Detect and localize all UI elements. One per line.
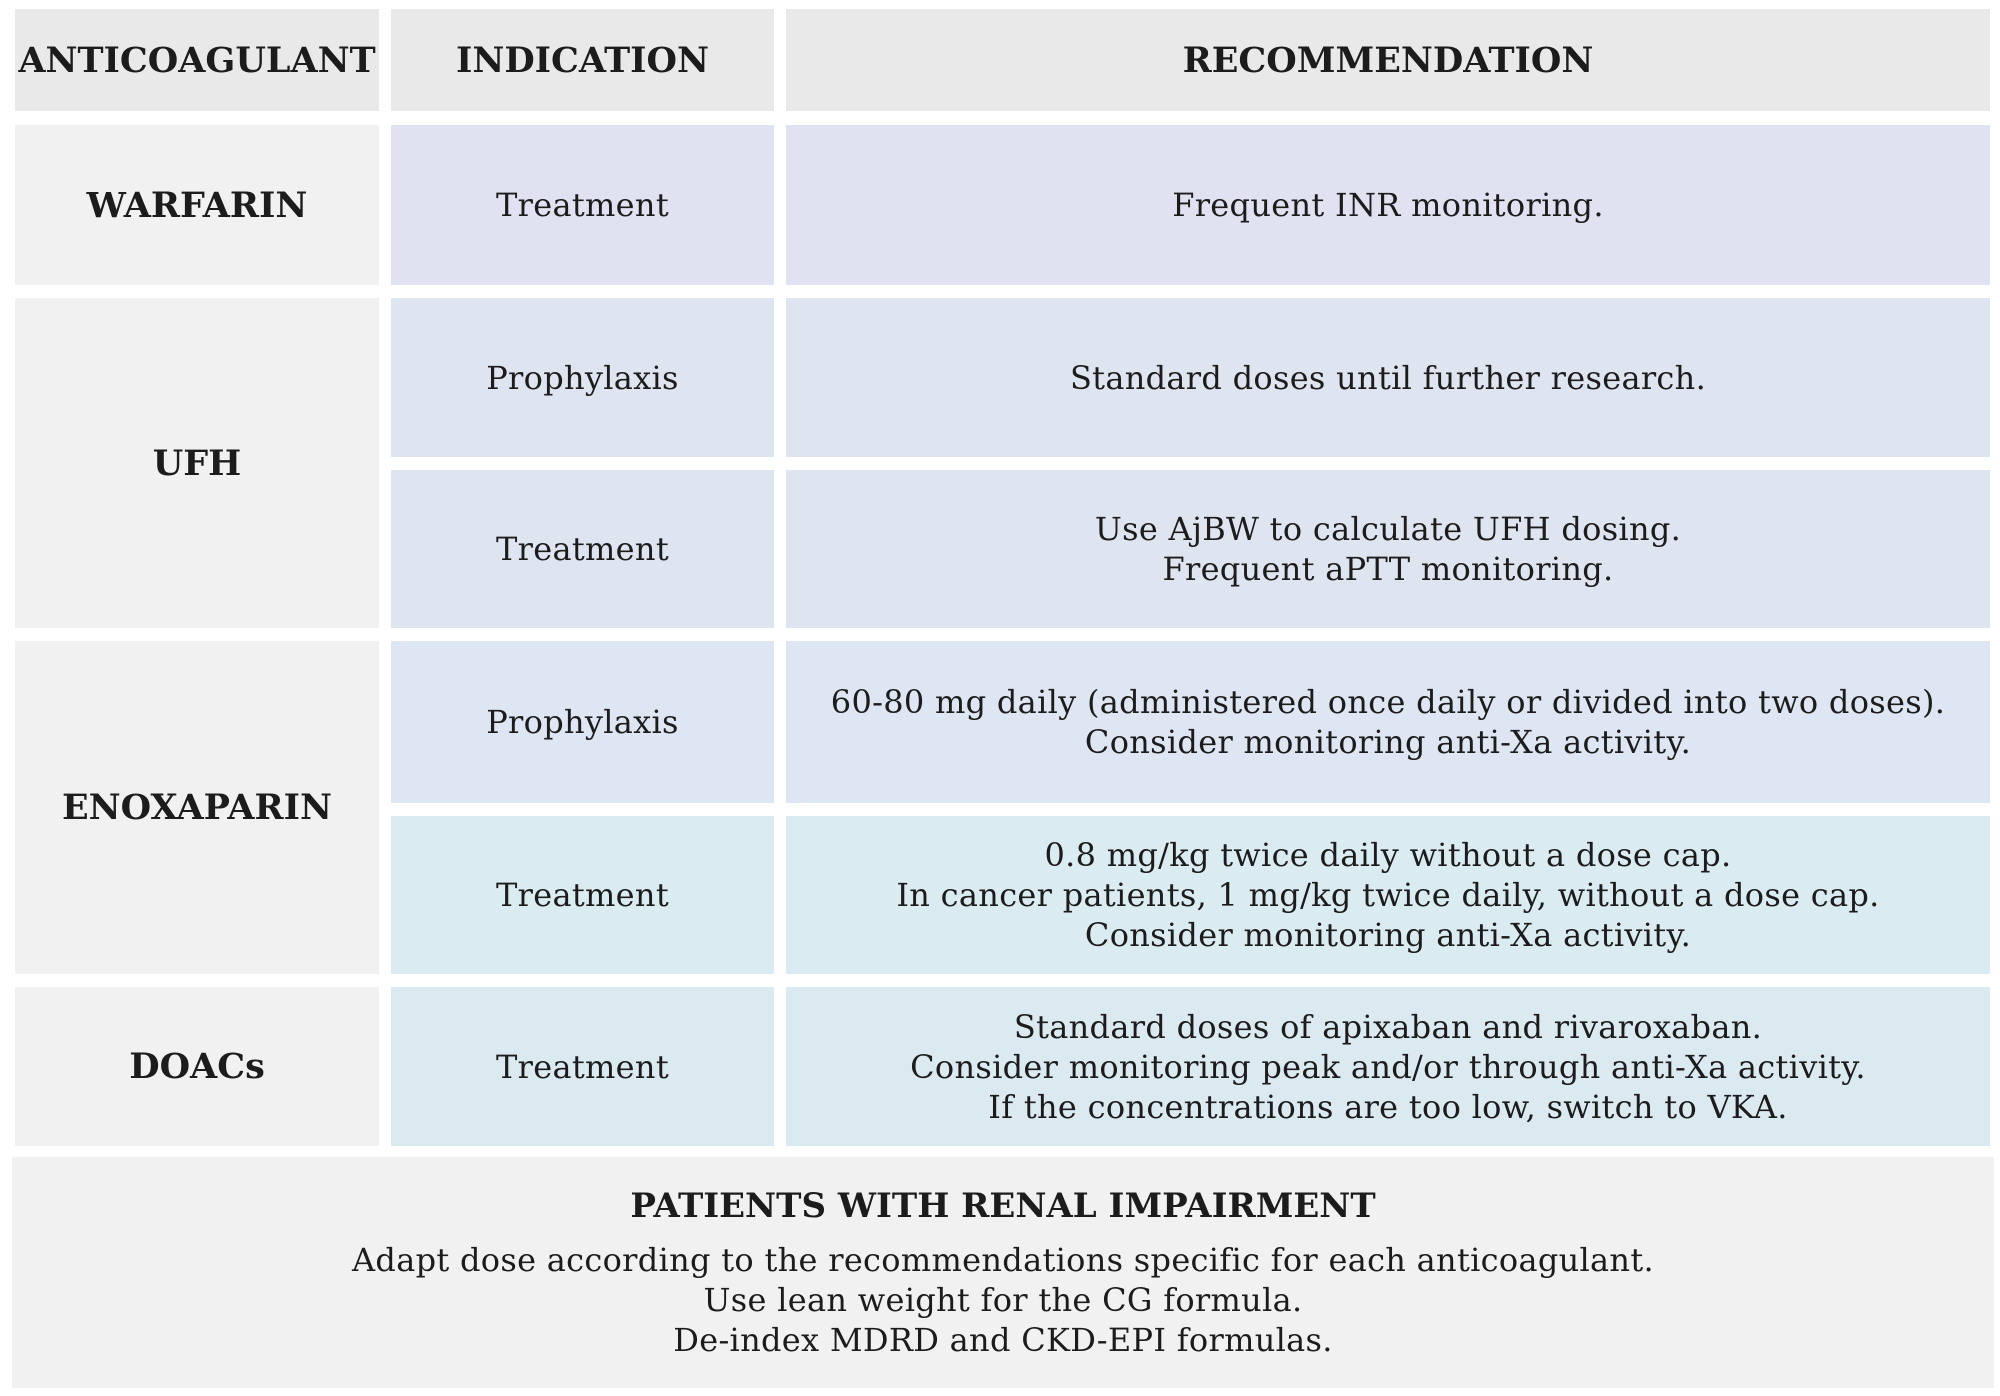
recommendation-cell	[786, 470, 1990, 628]
recommendation-line: If the concentrations are too low, switch to VKA.	[988, 1087, 1788, 1126]
recommendation-line: 0.8 mg/kg twice daily without a dose cap.	[1044, 836, 1732, 874]
anticoagulant-label: ENOXAPARIN	[62, 787, 332, 828]
anticoagulant-label: WARFARIN	[86, 184, 308, 226]
renal-impairment-line: Adapt dose according to the recommendations specific for each anticoagulant.	[352, 1240, 1654, 1279]
indication-cell	[391, 641, 774, 803]
indication-label: Prophylaxis	[486, 358, 679, 397]
recommendation-line: Frequent aPTT monitoring.	[1162, 550, 1614, 588]
recommendation-line: Use AjBW to calculate UFH dosing.	[1094, 510, 1682, 548]
indication-cell	[391, 125, 774, 285]
recommendation-cell	[786, 987, 1990, 1146]
indication-label: Treatment	[496, 1047, 669, 1086]
recommendation-line: 60-80 mg daily (administered once daily or divided into two doses).	[830, 683, 1946, 721]
indication-label: Treatment	[496, 186, 669, 224]
indication-label: Treatment	[496, 530, 669, 568]
anticoagulant-label: UFH	[152, 442, 242, 484]
header-indication-label: INDICATION	[455, 39, 710, 81]
recommendation-cell	[786, 816, 1990, 974]
recommendation-line: Standard doses until further research.	[1069, 358, 1707, 397]
anticoagulant-enoxaparin	[15, 641, 379, 974]
recommendation-line: Frequent INR monitoring.	[1172, 186, 1604, 224]
recommendation-cell	[786, 298, 1990, 457]
renal-impairment-title: PATIENTS WITH RENAL IMPAIRMENT	[630, 1185, 1376, 1226]
indication-label: Treatment	[496, 876, 669, 914]
renal-impairment-box	[12, 1157, 1994, 1388]
recommendation-line: Consider monitoring peak and/or through anti-Xa activity.	[910, 1047, 1866, 1086]
header-anticoagulant	[15, 9, 379, 111]
indication-cell	[391, 987, 774, 1146]
renal-impairment-line: De-index MDRD and CKD-EPI formulas.	[673, 1320, 1333, 1359]
header-recommendation	[786, 9, 1990, 111]
recommendation-line: Standard doses of apixaban and rivaroxaban.	[1013, 1007, 1763, 1046]
indication-cell	[391, 470, 774, 628]
renal-impairment-line: Use lean weight for the CG formula.	[703, 1280, 1303, 1319]
recommendation-cell	[786, 125, 1990, 285]
header-anticoagulant-label: ANTICOAGULANT	[18, 39, 376, 81]
anticoagulant-warfarin	[15, 125, 379, 285]
indication-cell	[391, 298, 774, 457]
anticoagulant-doacs	[15, 987, 379, 1146]
header-indication	[391, 9, 774, 111]
recommendation-line: Consider monitoring anti-Xa activity.	[1084, 723, 1692, 761]
indication-label: Prophylaxis	[486, 703, 679, 741]
anticoagulant-ufh	[15, 298, 379, 628]
recommendation-line: Consider monitoring anti-Xa activity.	[1084, 916, 1692, 954]
recommendation-line: In cancer patients, 1 mg/kg twice daily, without a dose cap.	[896, 876, 1880, 914]
anticoagulant-label: DOACs	[129, 1046, 265, 1087]
recommendation-cell	[786, 641, 1990, 803]
header-recommendation-label: RECOMMENDATION	[1182, 39, 1594, 81]
indication-cell	[391, 816, 774, 974]
